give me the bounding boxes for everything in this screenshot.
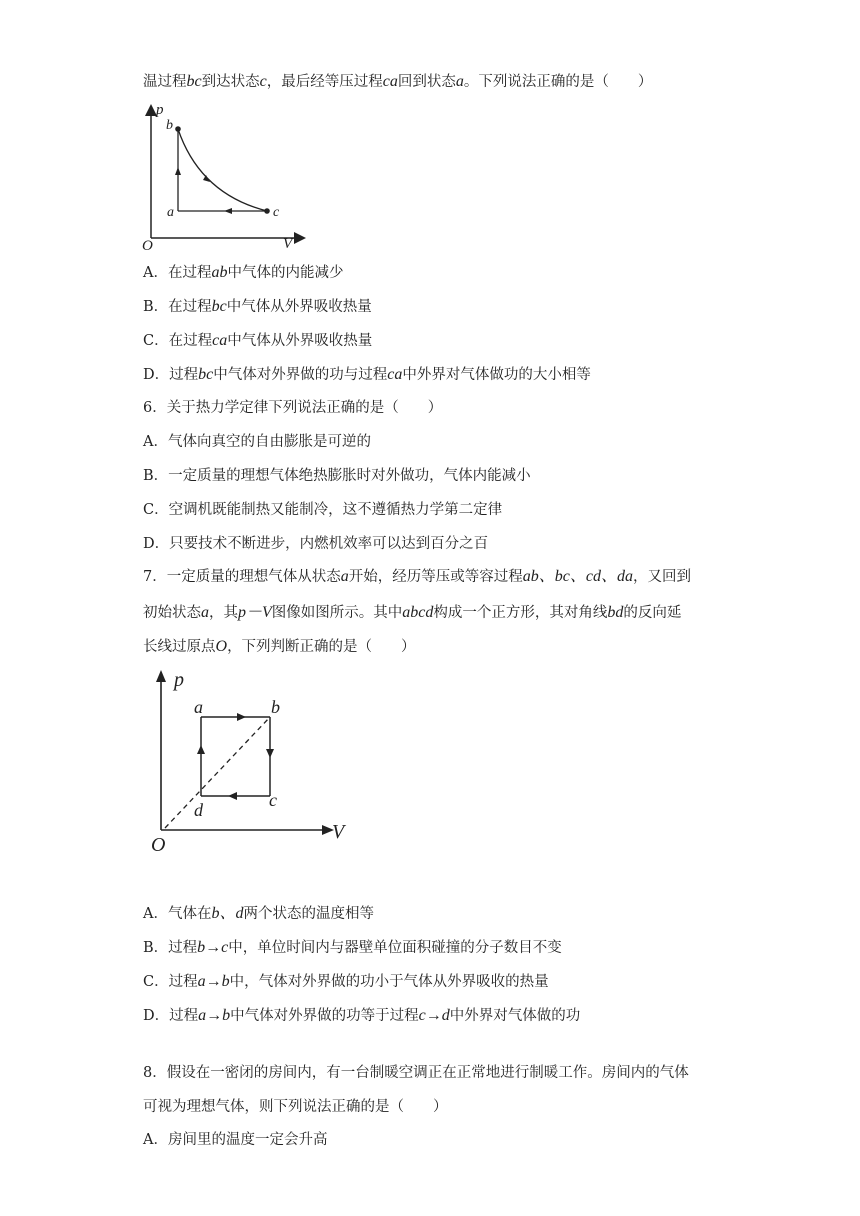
q5-intro: 温过程bc到达状态c，最后经等压过程ca回到状态a。下列说法正确的是（ ）	[143, 73, 653, 90]
q7-label-d: d	[194, 800, 203, 820]
q5-option-d: D．过程bc中气体对外界做的功与过程ca中外界对气体做功的大小相等	[143, 366, 591, 383]
q7-option-d: D．过程a→b中气体对外界做的功等于过程c→d中外界对气体做的功	[143, 1007, 581, 1024]
q5-axis-v-label: V	[283, 236, 293, 252]
q7-option-a: A．气体在b、d两个状态的温度相等	[143, 905, 374, 922]
q7-arrow-cd	[228, 792, 237, 800]
q5-process-bc	[178, 129, 267, 211]
q6-option-a: A．气体向真空的自由膨胀是可逆的	[143, 434, 371, 450]
q5-option-c: C．在过程ca中气体从外界吸收热量	[143, 332, 373, 349]
q7-label-b: b	[271, 697, 280, 717]
q5-pv-diagram	[138, 100, 308, 252]
q5-label-b: b	[166, 118, 173, 133]
q7-arrow-ab	[237, 713, 246, 721]
q7-label-a: a	[194, 697, 203, 717]
q7-option-b: B．过程b→c中，单位时间内与器壁单位面积碰撞的分子数目不变	[143, 939, 562, 956]
q5-label-a: a	[167, 205, 174, 220]
q7-option-c: C．过程a→b中，气体对外界做的功小于气体从外界吸收的热量	[143, 973, 549, 990]
q6-stem: 6．关于热力学定律下列说法正确的是（ ）	[143, 400, 443, 416]
q6-option-c: C．空调机既能制热又能制冷，这不遵循热力学第二定律	[143, 502, 503, 518]
q7-axis-v-label: V	[332, 821, 345, 843]
q8-stem-line2: 可视为理想气体，则下列说法正确的是（ ）	[143, 1099, 448, 1115]
q5-origin-label: O	[142, 238, 153, 252]
q5-arrow-ab	[175, 167, 181, 175]
q5-option-b: B．在过程bc中气体从外界吸收热量	[143, 298, 372, 315]
q5-arrow-ca	[224, 208, 232, 214]
q7-stem-line2: 初始状态a，其p－V图像如图所示。其中abcd构成一个正方形，其对角线bd的反向延	[143, 604, 682, 621]
q7-axis-p-label: p	[174, 669, 184, 691]
q8-option-a: A．房间里的温度一定会升高	[143, 1132, 328, 1148]
q7-arrow-da	[197, 745, 205, 754]
q5-option-a: A．在过程ab中气体的内能减少	[143, 264, 344, 281]
q7-pv-diagram	[148, 666, 353, 858]
q7-diagonal-bd	[165, 717, 270, 828]
q5-point-b	[175, 126, 181, 132]
q7-axis-p-arrowhead	[156, 670, 166, 682]
q8-stem-line1: 8．假设在一密闭的房间内，有一台制暖空调正在正常地进行制暖工作。房间内的气体	[143, 1065, 689, 1081]
q7-stem-line3: 长线过原点O，下列判断正确的是（ ）	[143, 638, 416, 655]
q7-origin-label: O	[151, 834, 166, 856]
q7-arrow-bc	[266, 749, 274, 758]
q5-axis-p-label: p	[156, 102, 164, 118]
q5-label-c: c	[273, 205, 280, 220]
q5-arrow-bc	[203, 175, 210, 182]
q7-label-c: c	[269, 790, 277, 810]
q6-option-d: D．只要技术不断进步，内燃机效率可以达到百分之百	[143, 536, 489, 552]
q5-point-c	[264, 208, 270, 214]
q7-stem-line1: 7．一定质量的理想气体从状态a开始，经历等压或等容过程ab、bc、cd、da，又回到	[143, 568, 691, 585]
q6-option-b: B．一定质量的理想气体绝热膨胀时对外做功，气体内能减小	[143, 468, 531, 484]
